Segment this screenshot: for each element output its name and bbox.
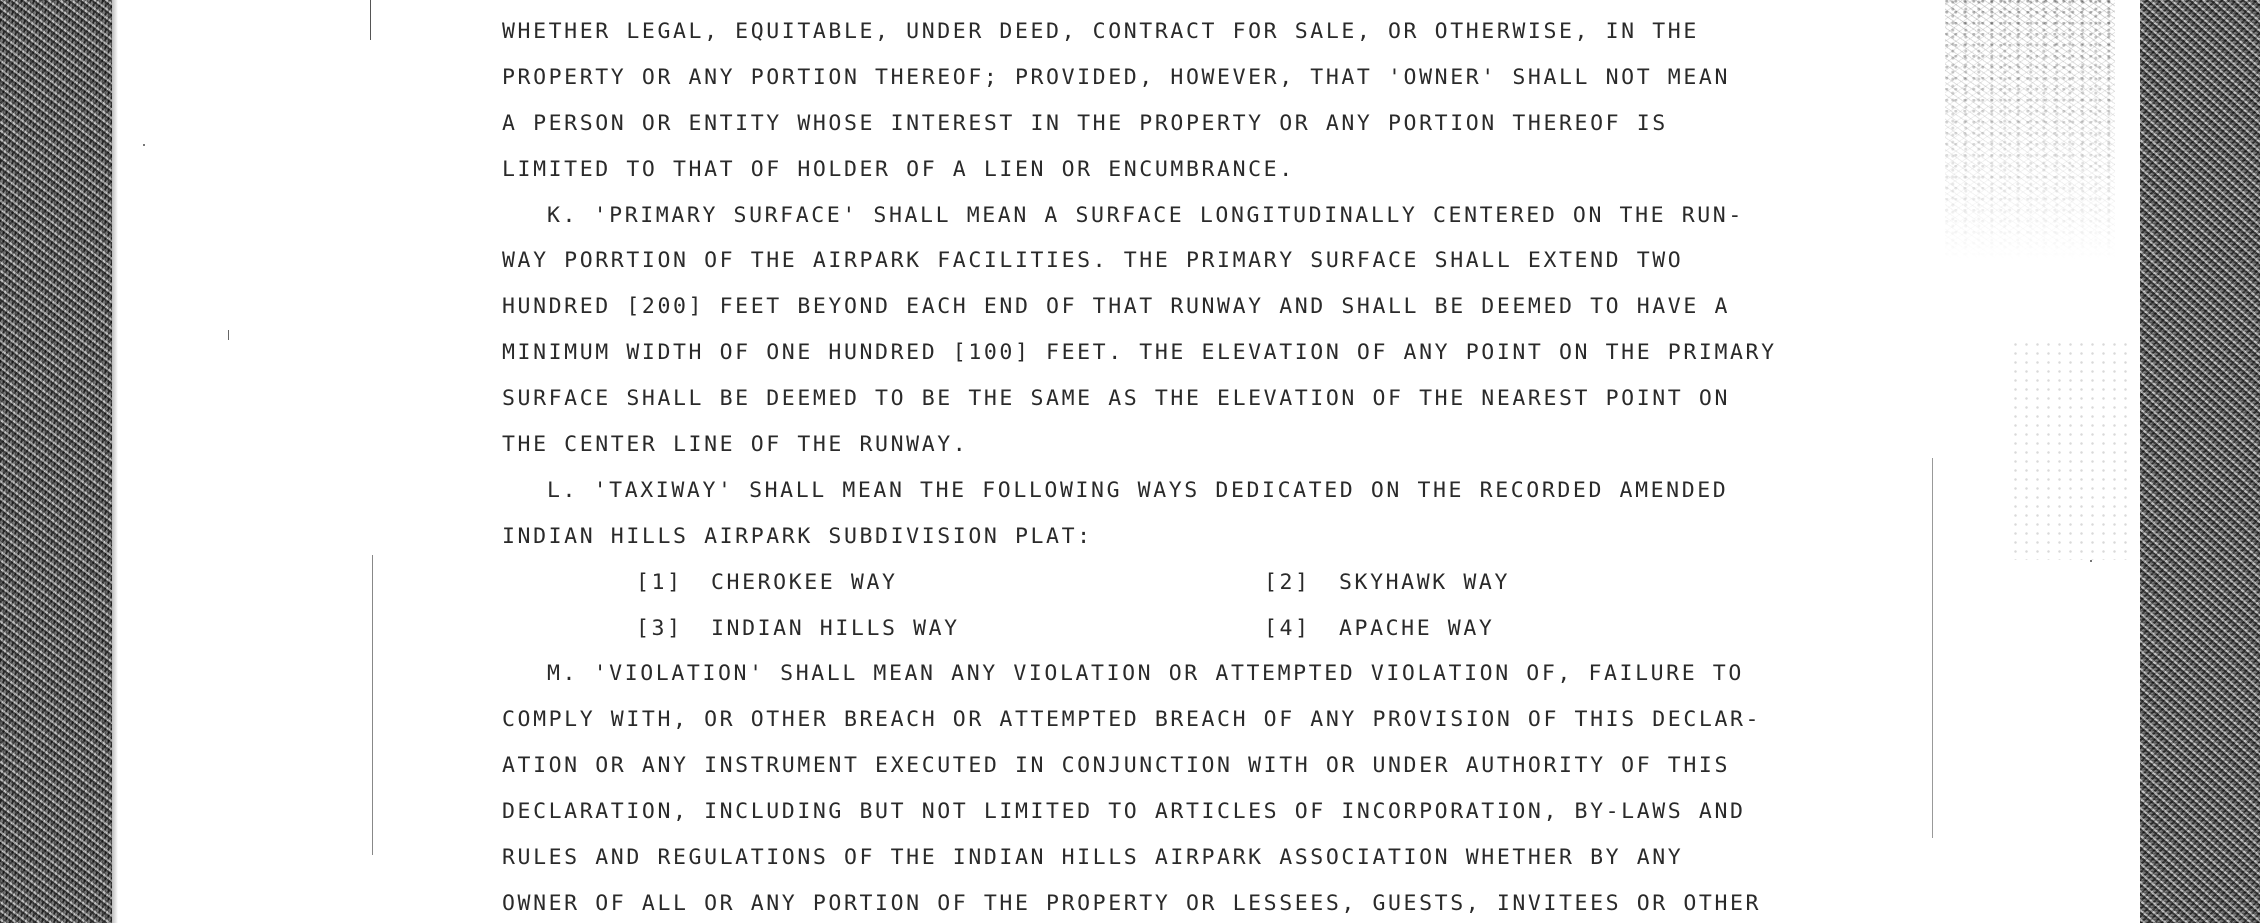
section-k-line: MINIMUM WIDTH OF ONE HUNDRED [100] FEET. THE ELEVATION OF ANY POINT ON THE PRIMARY (502, 340, 1777, 366)
section-m-line: RULES AND REGULATIONS OF THE INDIAN HILLS AIRPARK ASSOCIATION WHETHER BY ANY (502, 845, 1684, 871)
section-m-line: M. 'VIOLATION' SHALL MEAN ANY VIOLATION OR ATTEMPTED VIOLATION OF, FAILURE TO (547, 661, 1744, 687)
scan-border-left (0, 0, 112, 923)
section-m-line: OWNER OF ALL OR ANY PORTION OF THE PROPERTY OR LESSEES, GUESTS, INVITEES OR OTHER (502, 890, 1762, 916)
section-l-line: L. 'TAXIWAY' SHALL MEAN THE FOLLOWING WAYS DEDICATED ON THE RECORDED AMENDED (547, 477, 1729, 503)
taxiway-name: INDIAN HILLS WAY (711, 615, 960, 641)
taxiway-item (636, 606, 960, 652)
margin-mark-top (370, 0, 371, 40)
margin-mark-left (372, 555, 373, 855)
section-k-line: HUNDRED [200] FEET BEYOND EACH END OF THAT RUNWAY AND SHALL BE DEEMED TO HAVE A (502, 294, 1730, 320)
text-line: PROPERTY OR ANY PORTION THEREOF; PROVIDED, HOWEVER, THAT 'OWNER' SHALL NOT MEAN (502, 64, 1730, 90)
taxiway-item (1264, 606, 1494, 652)
margin-tick (228, 330, 229, 340)
text-line: A PERSON OR ENTITY WHOSE INTEREST IN THE PROPERTY OR ANY PORTION THEREOF IS (502, 110, 1668, 136)
taxiway-name: APACHE WAY (1339, 615, 1495, 641)
text-line: WHETHER LEGAL, EQUITABLE, UNDER DEED, CONTRACT FOR SALE, OR OTHERWISE, IN THE (502, 19, 1699, 44)
margin-mark-right (1932, 458, 1933, 838)
taxiway-item (1264, 560, 1510, 606)
section-m-line: ATION OR ANY INSTRUMENT EXECUTED IN CONJUNCTION WITH OR UNDER AUTHORITY OF THIS (502, 753, 1730, 779)
taxiway-name: CHEROKEE WAY (711, 569, 898, 595)
section-m-line: DECLARATION, INCLUDING BUT NOT LIMITED TO ARTICLES OF INCORPORATION, BY-LAWS AND (502, 799, 1746, 825)
taxiway-list-row (502, 560, 1782, 606)
taxiway-number: [4] (1264, 615, 1311, 641)
scan-noise-right (2010, 340, 2130, 560)
section-k-line: K. 'PRIMARY SURFACE' SHALL MEAN A SURFACE LONGITUDINALLY CENTERED ON THE RUN- (547, 202, 1744, 228)
section-k-line: SURFACE SHALL BE DEEMED TO BE THE SAME AS THE ELEVATION OF THE NEAREST POINT ON (502, 386, 1730, 412)
section-k-line: THE CENTER LINE OF THE RUNWAY. (502, 432, 969, 458)
text-line: LIMITED TO THAT OF HOLDER OF A LIEN OR ENCUMBRANCE. (502, 156, 1295, 182)
section-m-line: COMPLY WITH, OR OTHER BREACH OR ATTEMPTED BREACH OF ANY PROVISION OF THIS DECLAR- (502, 707, 1762, 733)
taxiway-name: SKYHAWK WAY (1339, 569, 1510, 595)
scan-dot (2090, 560, 2092, 562)
taxiway-list-row (502, 606, 1782, 652)
taxiway-number: [1] (636, 569, 683, 595)
taxiway-number: [2] (1264, 569, 1311, 595)
scan-dot (143, 144, 145, 146)
document-text (502, 9, 1782, 923)
section-l-line: INDIAN HILLS AIRPARK SUBDIVISION PLAT: (502, 523, 1093, 549)
taxiway-item (636, 560, 898, 606)
taxiway-number: [3] (636, 615, 683, 641)
scan-noise-top-right (1945, 0, 2115, 260)
scan-border-right (2140, 0, 2260, 923)
section-k-line: WAY PORRTION OF THE AIRPARK FACILITIES. THE PRIMARY SURFACE SHALL EXTEND TWO (502, 248, 1684, 274)
